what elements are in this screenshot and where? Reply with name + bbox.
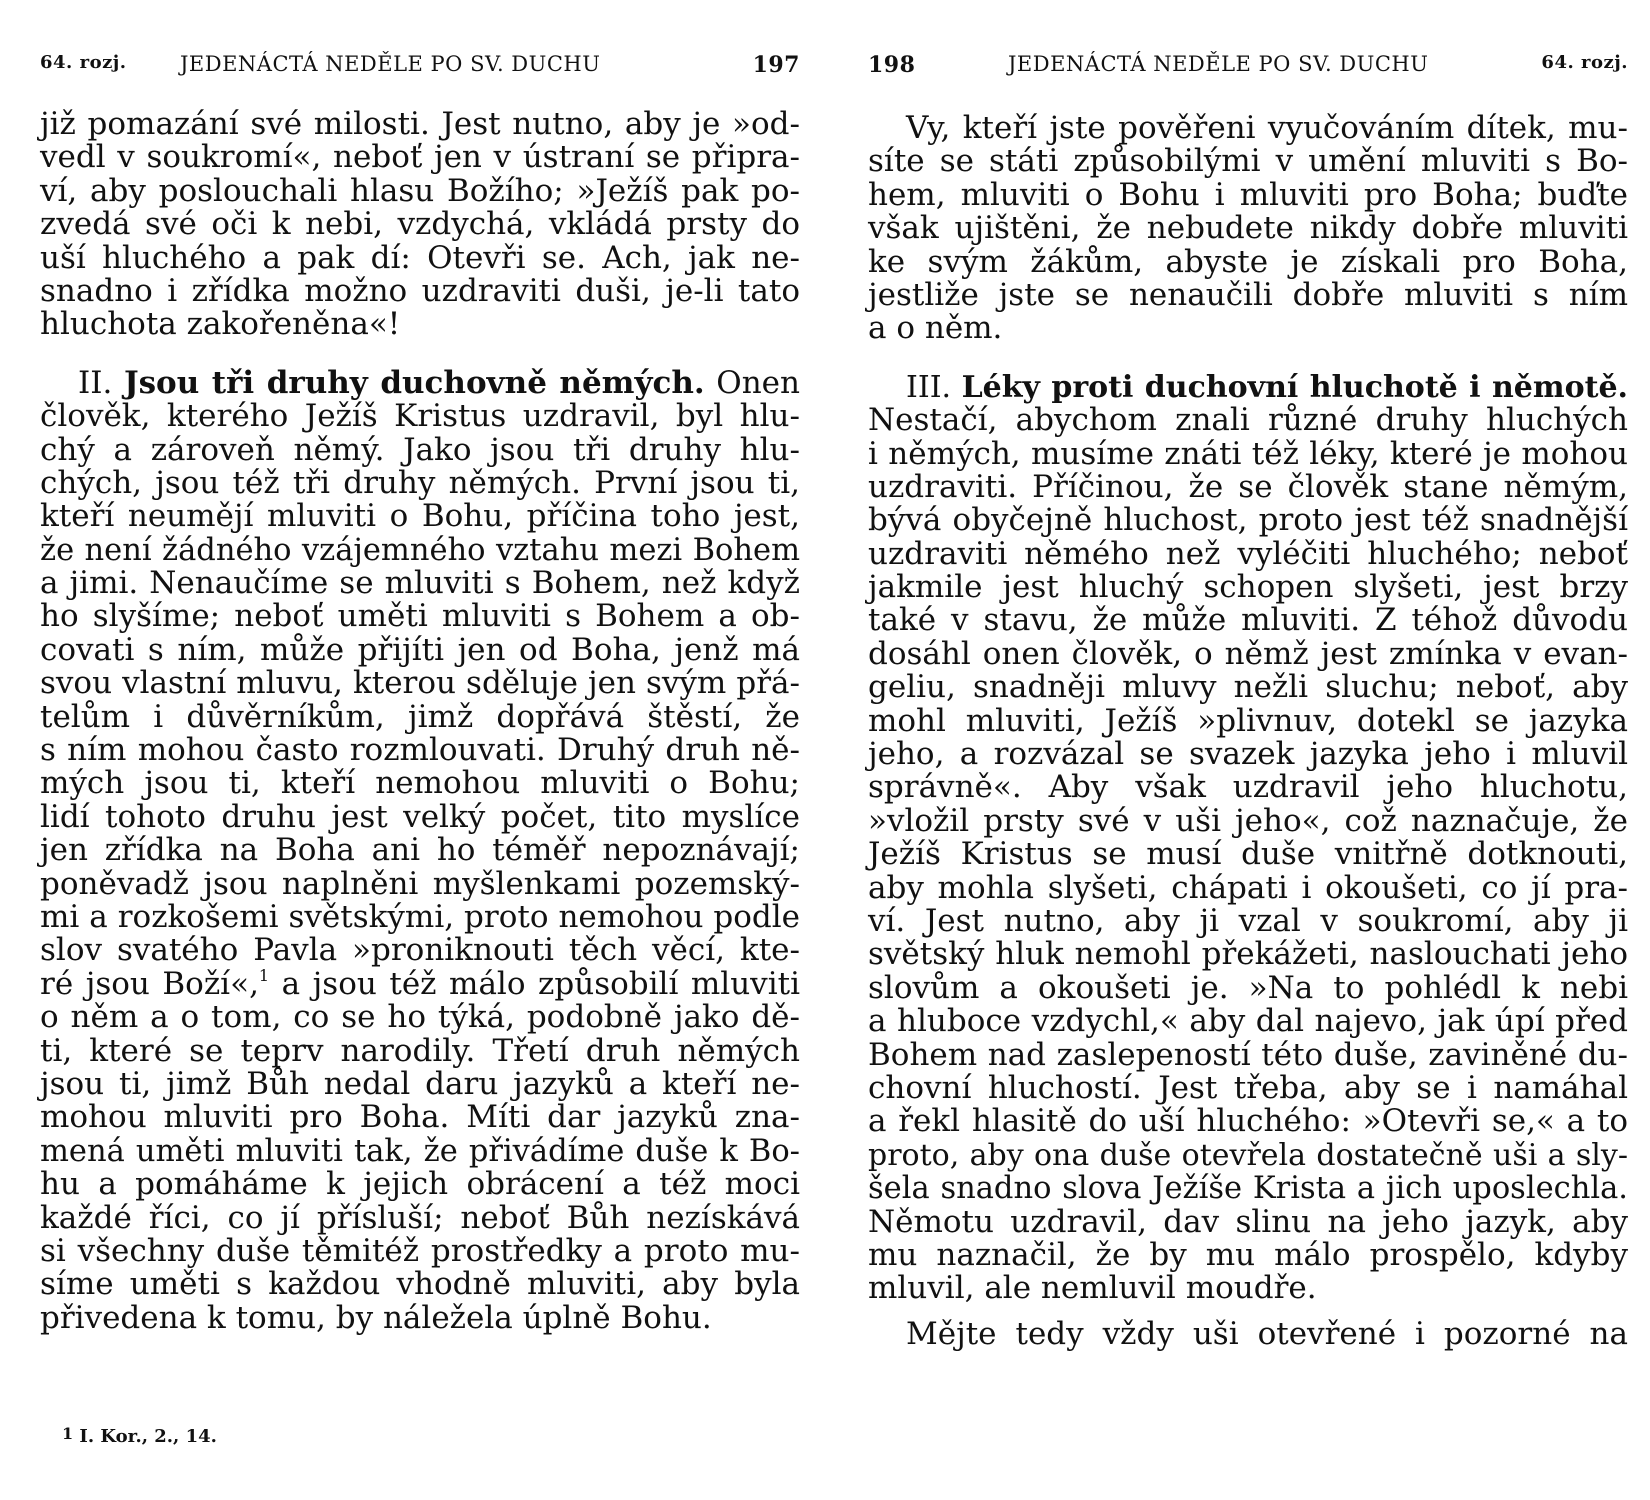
text-line: bývá obyčejně hluchost, proto jest též snadnější <box>868 502 1628 539</box>
section-heading: Jsou tři druhy duchovně němých. <box>123 364 705 401</box>
right-running-header <box>868 52 1628 82</box>
text-line: i němých, musíme znáti též léky, které je mohou <box>868 435 1628 472</box>
text-line: hu a pomáháme k jejich obrácení a též moci <box>40 1166 800 1203</box>
footnote-reference-mark: 1 <box>258 965 270 985</box>
text-line: o něm a o tom, co se ho týká, podobně jako dě- <box>40 999 800 1036</box>
text-line: svou vlastní mluvu, kterou sděluje jen svým přá- <box>40 665 800 702</box>
text-line: ke svým žákům, abyste je získali pro Boha, <box>868 243 1628 280</box>
text-line: jen zřídka na Boha ani ho téměř nepoznávají; <box>40 832 800 869</box>
text-line: jestliže jste se nenaučili dobře mluviti s ním <box>868 276 1628 313</box>
text-line: telům i důvěrníkům, jimž dopřává štěstí, že <box>40 698 800 735</box>
text-line: uší hluchého a pak dí: Otevři se. Ach, jak ne- <box>40 239 800 276</box>
text-line: jsou ti, jimž Bůh nedal daru jazyků a kteří ne- <box>40 1065 800 1102</box>
text-line: mohl mluviti, Ježíš »plivnuv, dotekl se jazyka <box>868 702 1628 739</box>
right-body-text <box>868 112 1628 1351</box>
text-line: světský hluk nemohl překážeti, naslouchati jeho <box>868 936 1628 973</box>
text-line: a o něm. <box>868 310 1003 347</box>
text-line: mi a rozkošemi světskými, proto nemohou podle <box>40 898 800 935</box>
text-line: s ním mohou často rozmlouvati. Druhý druh ně- <box>40 732 800 769</box>
right-section-label: 64. rozj. <box>1541 52 1628 73</box>
text-line: Ježíš Kristus se musí duše vnitřně dotknouti, <box>868 836 1628 873</box>
right-paragraph-3 <box>868 1315 1628 1352</box>
left-running-header <box>40 52 800 82</box>
text-line: přivedena k tomu, by náležela úplně Bohu. <box>40 1299 712 1336</box>
text-line: Němotu uzdravil, dav slinu na jeho jazyk, aby <box>868 1203 1628 1240</box>
text-line: Nestačí, abychom znali různé druhy hluchých <box>868 402 1628 439</box>
text-line: síme uměti s každou vhodně mluviti, aby byla <box>40 1266 800 1303</box>
text-line: mu naznačil, že by mu málo prospělo, kdyby <box>868 1236 1628 1273</box>
text-line: Mějte tedy vždy uši otevřené i pozorné na <box>906 1315 1628 1352</box>
text-line: vedl v soukromí«, neboť jen v ústraní se připra- <box>40 139 800 176</box>
text-line: a řekl hlasitě do uší hluchého: »Otevři se,« a to <box>868 1103 1628 1140</box>
section-first-word: Onen <box>716 364 800 401</box>
text-line: proto, aby ona duše otevřela dostatečně uši a sly- <box>868 1137 1628 1173</box>
text-line: hem, mluviti o Bohu i mluviti pro Boha; buďte <box>868 176 1628 213</box>
text-line: mená uměti mluviti tak, že přivádíme duše k Bo- <box>40 1133 800 1169</box>
right-running-title: JEDENÁCTÁ NEDĚLE PO SV. DUCHU <box>1008 52 1429 76</box>
paragraph-gap <box>40 342 800 367</box>
text-line: že není žádného vzájemného vztahu mezi Bohem <box>40 532 800 568</box>
text-line: ví, aby poslouchali hlasu Božího; »Ježíš pak po- <box>40 172 800 209</box>
text-line: ti, které se teprv narodily. Třetí druh němých <box>40 1032 800 1069</box>
right-paragraph-1 <box>868 112 1628 346</box>
text-line: si všechny duše těmitéž prostředky a proto mu- <box>40 1232 800 1269</box>
text-line: chovní hluchostí. Jest třeba, aby se i namáhal <box>868 1069 1628 1106</box>
text-line: správně«. Aby však uzdravil jeho hluchotu, <box>868 769 1628 806</box>
text-line: mohou mluviti pro Boha. Míti dar jazyků zna- <box>40 1099 800 1136</box>
text-line: Bohem nad zaslepeností této duše, zaviněné du- <box>868 1036 1628 1073</box>
section-heading-line <box>40 364 800 401</box>
text-line: geliu, snadněji mluvy nežli sluchu; neboť, aby <box>868 669 1628 706</box>
section-numeral: III. <box>906 369 952 405</box>
text-line: také v stavu, že může mluviti. Z téhož důvodu <box>868 602 1628 639</box>
text-line: dosáhl onen člověk, o němž jest zmínka v evan- <box>868 635 1628 672</box>
text-line: již pomazání své milosti. Jest nutno, aby je »od- <box>40 106 800 142</box>
footnote-mark: 1 <box>62 1424 74 1443</box>
text-line: covati s ním, může přijíti jen od Boha, jenž má <box>40 631 800 668</box>
text-line: slov svatého Pavla »proniknouti těch věcí, kte- <box>40 932 800 969</box>
text-line: hluchota zakořeněna«! <box>40 306 401 343</box>
text-line: šela snadno slova Ježíše Krista a jich uposlechla. <box>868 1171 1628 1207</box>
paragraph-gap <box>868 346 1628 371</box>
section-heading-line <box>868 371 1628 404</box>
footnote <box>62 1426 217 1447</box>
right-page <box>868 0 1628 1500</box>
footnote-text: I. Kor., 2., 14. <box>79 1426 217 1447</box>
section-heading: Léky proti duchovní hluchotě i němotě. <box>961 369 1628 405</box>
text-line: mých jsou ti, kteří nemohou mluviti o Bohu; <box>40 765 800 802</box>
text-line: však ujištěni, že nebudete nikdy dobře mluviti <box>868 210 1628 247</box>
text-line: jakmile jest hluchý schopen slyšeti, jest brzy <box>868 569 1628 606</box>
left-body-text <box>40 108 800 1335</box>
text-line: jeho, a rozvázal se svazek jazyka jeho i mluvil <box>868 736 1628 773</box>
right-paragraph-2 <box>868 371 1628 1306</box>
text-line: lidí tohoto druhu jest velký počet, tito myslíce <box>40 798 800 835</box>
text-line: mluvil, ale nemluvil moudře. <box>868 1270 1317 1307</box>
text-line: chý a zároveň němý. Jako jsou tři druhy hlu- <box>40 431 800 468</box>
text-line: kteří neumějí mluviti o Bohu, příčina toho jest, <box>40 498 800 535</box>
left-paragraph-2 <box>40 364 800 1336</box>
text-line: uzdraviti němého než vyléčiti hluchého; neboť <box>868 535 1628 572</box>
text-line: člověk, kterého Ježíš Kristus uzdravil, byl hlu- <box>40 398 800 435</box>
left-section-label: 64. rozj. <box>40 52 127 73</box>
left-running-title: JEDENÁCTÁ NEDĚLE PO SV. DUCHU <box>180 52 601 76</box>
text-line: slovům a okoušeti je. »Na to pohlédl k nebi <box>868 969 1628 1006</box>
line-part: a jsou též málo způsobilí mluviti <box>269 965 800 1002</box>
text-line: a jimi. Nenaučíme se mluviti s Bohem, než když <box>40 565 800 602</box>
text-line: poněvadž jsou naplněni myšlenkami pozemský- <box>40 865 800 902</box>
text-line: Vy, kteří jste pověřeni vyučováním dítek, mu- <box>906 110 1628 146</box>
left-page <box>40 0 800 1500</box>
text-line: ho slyšíme; neboť uměti mluviti s Bohem a ob- <box>40 598 800 635</box>
section-numeral: II. <box>78 364 113 401</box>
text-line: ví. Jest nutno, aby ji vzal v soukromí, aby ji <box>868 902 1628 939</box>
footnote-reference-line <box>40 965 800 1002</box>
text-line: snadno i zřídka možno uzdraviti duši, je-li tato <box>40 272 800 309</box>
text-line: uzdraviti. Příčinou, že se člověk stane němým, <box>868 468 1628 505</box>
text-line: chých, jsou též tři druhy němých. První jsou ti, <box>40 464 800 501</box>
line-part: ré jsou Boží«, <box>40 965 259 1002</box>
left-paragraph-1 <box>40 108 800 342</box>
text-line: aby mohla slyšeti, chápati i okoušeti, co jí pra- <box>868 869 1628 906</box>
text-line: síte se státi způsobilými v umění mluviti s Bo- <box>868 143 1628 180</box>
text-line: zvedá své oči k nebi, vzdychá, vkládá prsty do <box>40 206 800 243</box>
text-line: a hluboce vzdychl,« aby dal najevo, jak úpí před <box>868 1003 1628 1040</box>
text-line: »vložil prsty své v uši jeho«, což naznačuje, že <box>868 802 1628 839</box>
right-page-number: 198 <box>868 52 916 78</box>
left-page-number: 197 <box>752 52 800 78</box>
text-line: každé říci, co jí přísluší; neboť Bůh nezískává <box>40 1199 800 1236</box>
